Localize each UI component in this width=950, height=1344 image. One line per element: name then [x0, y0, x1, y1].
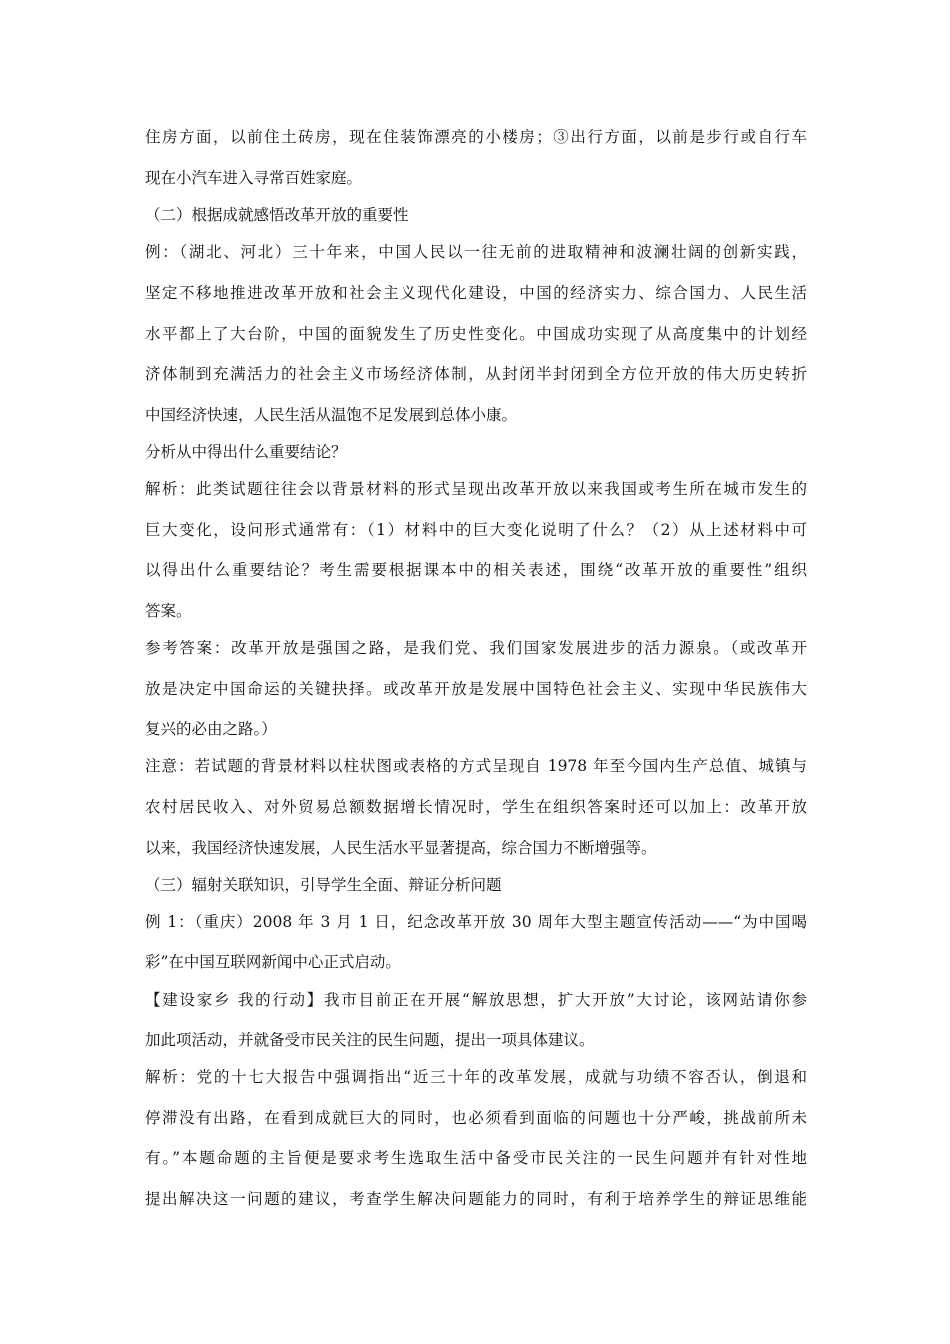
text-line: 水平都上了大台阶，中国的面貌发生了历史性变化。中国成功实现了从高度集中的计划经: [145, 325, 807, 343]
text-line: 现在小汽车进入寻常百姓家庭。: [145, 169, 363, 187]
text-line: 农村居民收入、对外贸易总额数据增长情况时，学生在组织答案时还可以加上：改革开放: [145, 798, 807, 816]
text-line: 停滞没有出路，在看到成就巨大的同时，也必须看到面临的问题也十分严峻，挑战前所未: [145, 1109, 807, 1127]
text-line: 【建设家乡 我的行动】我市目前正在开展“解放思想，扩大开放”大讨论，该网站请你参: [145, 991, 807, 1009]
text-line: 分析从中得出什么重要结论？: [145, 443, 347, 461]
text-line: 例 1：（重庆）2008 年 3 月 1 日，纪念改革开放 30 周年大型主题宣传活动——“为中国喝: [145, 913, 807, 931]
text-line: 以得出什么重要结论？考生需要根据课本中的相关表述，围绕“改革开放的重要性”组织: [145, 561, 807, 579]
text-line: 复兴的必由之路。）: [145, 720, 277, 738]
text-line: 放是决定中国命运的关键抉择。或改革开放是发展中国特色社会主义、实现中华民族伟大: [145, 680, 807, 698]
text-line: 济体制到充满活力的社会主义市场经济体制，从封闭半封闭到全方位开放的伟大历史转折: [145, 365, 807, 383]
text-line: 提出解决这一问题的建议，考查学生解决问题能力的同时，有利于培养学生的辩证思维能: [145, 1190, 807, 1208]
text-line: 解析：此类试题往往会以背景材料的形式呈现出改革开放以来我国或考生所在城市发生的: [145, 480, 807, 498]
text-line: 中国经济快速，人民生活从温饱不足发展到总体小康。: [145, 406, 518, 424]
text-line: 住房方面，以前住土砖房，现在住装饰漂亮的小楼房；③出行方面，以前是步行或自行车: [145, 128, 807, 146]
text-line: 解析：党的十七大报告中强调指出“近三十年的改革发展，成就与功绩不容否认，倒退和: [145, 1068, 807, 1086]
text-line: 坚定不移地推进改革开放和社会主义现代化建设，中国的经济实力、综合国力、人民生活: [145, 284, 807, 302]
text-line: 注意：若试题的背景材料以柱状图或表格的方式呈现自 1978 年至今国内生产总值、城镇与: [145, 757, 807, 775]
text-line: 以来，我国经济快速发展，人民生活水平显著提高，综合国力不断增强等。: [145, 839, 657, 857]
section-heading: （二）根据成就感悟改革开放的重要性: [145, 206, 409, 224]
text-line: 彩”在中国互联网新闻中心正式启动。: [145, 953, 401, 971]
text-line: 有。”本题命题的主旨便是要求考生选取生活中备受市民关注的一民生问题并有针对性地: [145, 1149, 807, 1167]
text-line: 答案。: [145, 602, 192, 620]
text-line: 例：（湖北、河北）三十年来，中国人民以一往无前的进取精神和波澜壮阔的创新实践，: [145, 243, 807, 261]
section-heading: （三）辐射关联知识，引导学生全面、辩证分析问题: [145, 876, 502, 894]
text-line: 巨大变化，设问形式通常有：（1）材料中的巨大变化说明了什么？（2）从上述材料中可: [145, 521, 807, 539]
text-line: 加此项活动，并就备受市民关注的民生问题，提出一项具体建议。: [145, 1031, 595, 1049]
text-line: 参考答案：改革开放是强国之路，是我们党、我们国家发展进步的活力源泉。（或改革开: [145, 639, 807, 657]
